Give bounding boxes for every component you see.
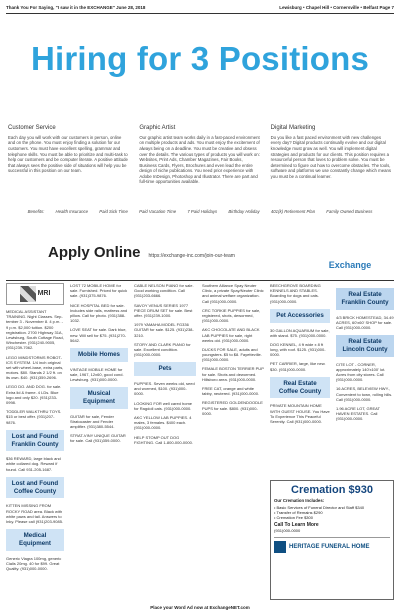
benefit-item: 401(k) Retirement Plan [270,209,316,214]
section-rule [6,280,394,281]
list-item: $36 REWARD, large black and white collared dog. Reward if found. Call 931-205-1687. [6,456,61,472]
list-item: LOVE SEAT for sale. Dark blue, new. Will sell for $75. (931)270-5642. [70,327,127,343]
apply-url[interactable]: https://exchange-inc.com/join-our-team [148,253,235,259]
list-item: 30 GALLON AQUARIUM for sale, with stand. $75. (931)000-0000. [270,327,330,338]
section-medical: Medical Equipment [6,529,64,551]
cremation-subtitle: Our Cremation Includes: [274,498,325,503]
classified-col-5 [270,283,330,473]
section-pets: Pets [134,362,196,376]
list-item: CABLE NELSON PIANO for sale. Good working condition. Call (931)203-6666. [134,283,194,299]
job-body: Do you like a fast paced environment with new challenges every day? Digital products continually evolve and our digital knowledge must grow as well. You will implement digital strategies and products for our clients. This position requires a resourceful person that loves to problem solve. You must be determined to figure out how to overcome obstacles. The tools, software and platforms we use constantly change which means you must be a continual learner. [270,134,392,179]
list-item: PET CARRIER, large, like new. $30. (931)000-0000. [270,361,326,372]
cremation-title: Cremation $930 [291,484,373,496]
funeral-home-logo [274,537,390,553]
list-item: VINTAGE MOBILE HOME for sale, 1967, 12x60, good cond. Lewisburg. (931)000-0000. [70,366,124,382]
cremation-call: Call To Learn More [274,522,319,528]
list-item: LEGO DO. AND DOG. for sale. Extra lid & frame. 4 LDs. Blue logo and only $20. (931)233-0998. [6,384,62,405]
masthead [6,2,394,12]
list-item: AKC CHOCOLATE AND BLACK LAB PUPPIES for sale, right weeks old. (931)000-0000. [202,327,260,343]
benefit-item: Health Insurance [55,209,89,214]
list-item: 16 ACRES, BELEVIEW HWY., Convenient to town, rolling hills. Call (931)000-0000. [336,386,393,402]
job-heading: Digital Marketing [270,125,316,131]
list-item: 1.96 ACRE LOT, GREAT HAVEN ESTATES. Call (931)000-0000. [336,405,380,422]
list-item: • Cremation Fee $300 [274,515,390,520]
classified-col-4 [202,283,264,601]
list-item: CITE LOT - CORNER, approximately 140'x100' lot. Acres from city stores. Call (931)000-0000. [336,361,386,383]
cremation-phone[interactable]: (931)000-0000 [274,528,301,533]
section-pet-accessories: Pet Accessories [270,309,330,323]
exchange-logo: Exchange [328,260,372,270]
list-item: Southern Alliance Spay Neuter Clinic, a private Spay/Neuter Clinic and animal welfare organization. Call (931)000-0000. [202,283,264,304]
classified-col-6 [336,283,394,473]
list-item: LOST 72 MOBILE HOME for sale. Furnished. Priced for quick sale. (931)375-9876. [70,283,128,299]
list-item: AKC YELLOW LAB PUPPIES. 4 males, 3 females. $400 each. (931)000-0000. [134,414,192,431]
list-item: STORY AND CLARK PIANO for sale. Excellent condition. (931)000-0000. [134,341,191,358]
job-heading: Customer Service [8,125,56,131]
section-real-estate-franklin: Real Estate Franklin County [336,288,394,310]
benefit-item: Birthday Holiday [228,209,260,214]
list-item: FREE CAT, orange and white tabby, neutered. (931)000-0000. [202,386,260,397]
section-real-estate-lincoln: Real Estate Lincoln County [336,335,394,357]
funeral-logo-icon [274,541,286,553]
mri-logo-text: MRI [37,290,51,298]
masthead-right: Lewisburg • Chapel Hill • Cornersville • Belfast Page 7 [279,4,394,10]
section-lost-found-coffee: Lost and Found Coffee County [6,477,64,499]
list-item: 1979 YAMAHA MODEL FG336 GUITAR for sale. $125. (931)238-3210. [134,322,194,338]
list-item: NICE HOSPITAL BED for sale. Includes side rails, mattress and pillow. Call for photo. (931)388-1032. [70,302,128,324]
hero-title: Hiring for 3 Positions [30,40,370,77]
benefit-item: 7 Paid Holidays [187,209,218,214]
mri-logo [6,283,64,305]
job-digital-marketing [271,125,392,200]
mri-logo-icon [20,286,36,302]
apply-label: Apply Online [48,244,141,261]
list-item: HELP STOMP OUT DOG FIGHTING. Call 1-800-000-0000. [134,434,193,445]
job-graphic-artist [139,125,260,200]
list-item: LOOKING FOR well cared home for Ragdoll cats. (931)000-0000. [134,400,193,411]
list-item: SAVOY VENUS SERIES 1977 PIECE DRUM SET for sale. Best offer. (931)239-1000. [134,302,193,318]
list-item: • Basic Services of Funeral Director and Staff $340 [274,505,390,510]
job-customer-service [8,125,129,200]
classified-col-1 [6,283,64,601]
footer: Place your Word Ad now at ExchangeNET.com [150,605,250,610]
list-item: GUITAR for sale, Fender Stratocaster and Fender amplifier. (931)380-5544. [70,413,115,430]
list-item: STRAT-VINY UNIQUE GUITAR for sale. Call (931)359-0000. [70,433,126,444]
list-item: DOG KENNEL, 4 ft wide x 8 ft long, with roof. $125. (931)000-0000. [270,341,326,358]
section-mobile-homes: Mobile Homes [70,348,128,362]
list-item: LEGO MINDSTORMS ROBOT- ICS SYSTEM. 1/4 inch original set with wheel-base, extra parts, motors. $80. Stands 2 1/2 ft. on its own. $40. (931)359-2696. [6,354,64,381]
cremation-ad [270,480,394,600]
cremation-list [274,505,390,520]
benefit-item: Paid Vacation Time [139,209,177,214]
list-item: KITTEN MISSING FROM ROCKY ROAD area. Black with white paws and tail. Answers to Inky. Please call (931)203-9085. [6,503,64,524]
job-body: Our graphic artist team works daily in a fast-paced environment on multiple products and ads. You must enjoy the excitement of always being on a deadline. You must be creative and obsess over the details. The various types of products you will work on: Websites, Print Ads, Chamber Magazines, Fair Books, Business Cards, Flyers, Brochures and even lead the entire design of niche publications. You need prior experience with Adobe InDesign, Photoshop and Illustrator. There are part and full-time opportunities available. [139,134,260,185]
list-item: TODDLER WALKTHRU TOYS. $15 or best offer. (931)207-9876. [6,409,62,425]
list-item: MEDICAL ASSISTANT TRAINING. Night Classes. Sep- tember 3 - November 8. 4 p.m. - 9 p.m. $2,000 tuition. $200 registration. 2700 Highway 31A, Lewisburg, South Cottage Road, Winchester. (931)240-9005, (931)239-7062. [6,309,64,351]
benefits-bar [0,209,400,214]
section-real-estate-coffee: Real Estate Coffee County [270,377,330,399]
benefits-label: Benefits: [27,209,45,214]
section-musical: Musical Equipment [70,387,128,409]
apply-online [48,244,235,261]
list-item: BEECHGROVE BOARDING KENNELS AND STABLES. Boarding for dogs and cats. (931)000-0000. [270,283,321,304]
job-heading: Graphic Artist [139,125,176,131]
list-item: 4/3 BRICK HOMESTEAD, 34.49 ACRES, 60'x60' SHOP for sale. Call (931)000-0000. [336,314,394,330]
benefit-item: Family Owned Business [326,209,373,214]
list-item: PUPPIES. Seven weeks old, seed and wormed, $100. (931)000-0000. [134,381,195,397]
list-item: REGISTERED GOLDENDOODLE PUPS for sale. $800. (931)000-0000. [202,400,263,416]
list-item: Generic Viagra 100mg, generic Cialis 20mg. 40 for $99. Great Quality. (931)000-0000. [6,555,62,571]
list-item: CRC TORKIE PUPPIES for sale, registered, shots, dewormed, (931)000-0000. [202,307,261,324]
job-body: Each day you will work with our customers in person, online and on the phone. You must enjoy finding a solution for our customers. You must have excellent spelling, grammar and telephone skills. You must be able to prioritize and multi-task to help our customers and be computer literate. A positive attitude that always sees the positive side of situations will help you be successful in this position on our team. [8,134,128,174]
list-item: PRIVATE MOUNTAIN HOME WITH GUEST HOUSE. You Have To Experience This Peaceful Serenity. Call (931)000-0000. [270,403,330,424]
section-lost-found-franklin: Lost and Found Franklin County [6,430,64,452]
benefit-item: Paid Sick Time [99,209,128,214]
funeral-home-name: HERITAGE FUNERAL HOME [289,544,370,550]
list-item: DUCKS FOR SALE, adults and youngsters. $5 to $8. Fayetteville. (931)000-0000. [202,346,262,363]
classified-col-2 [70,283,128,601]
list-item: FEMALE BOSTON TERRIER PUP for sale. Shots and dewormed. Hillsboro area. (931)000-0000. [202,366,264,382]
classified-col-3 [134,283,196,601]
masthead-left: Thank You For Saying, "I saw it in the EXCHANGE" June 28, 2018 [6,4,146,10]
list-item: • Transfer of Remains $290 [274,510,390,515]
job-columns [8,125,392,200]
masthead-rule [6,13,394,14]
